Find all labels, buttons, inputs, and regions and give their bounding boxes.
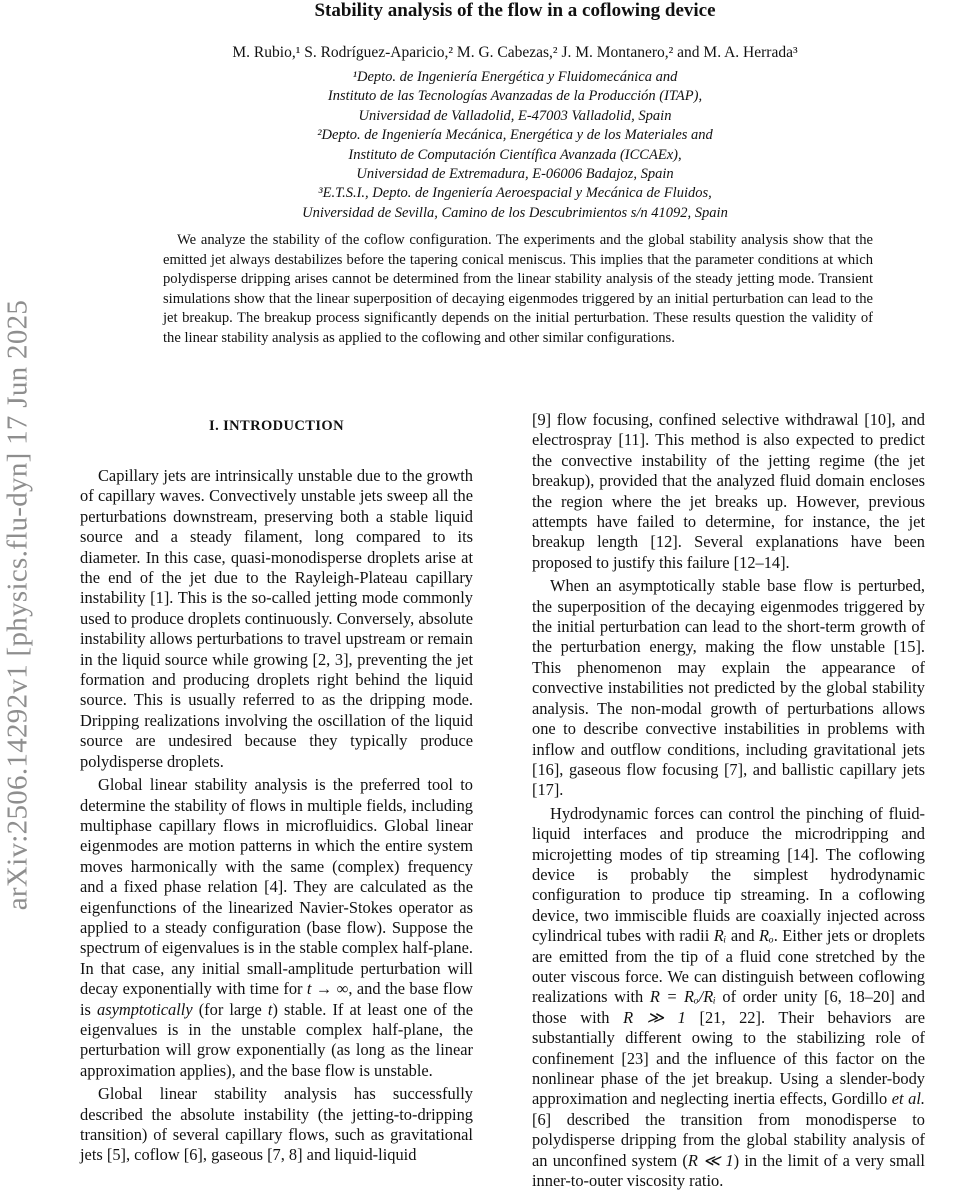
math-expression: R ≪ 1 — [687, 1150, 734, 1170]
text-run: Global linear stability analysis is the preferred tool to determine the stability of flows in multiple fields, including multiphase capillary flows in microfluidics. Global linear eigenmodes are motion patterns in which the entire system moves harmonically with the same (complex) frequency and a fixed phase relation [4]. They are calculated as the eigenfunctions of the linearized Navier-Stokes operator as applied to a steady configuration (base flow). Suppose the spectrum of eigenvalues is in the stable complex half-plane. In that case, any initial small-amplitude perturbation will decay exponentially with time for — [80, 775, 473, 999]
emphasis-text: asymptotically — [97, 999, 193, 1019]
text-run: . Either jets or droplets are emitted from the tip of a fluid cone stretched by the outer viscous force. We can distinguish between coflowing realizations with — [532, 926, 925, 1007]
text-run: [21, 22]. Their behaviors are substantially different owing to the stabilizing role of confinement [23] and the influence of this factor on the nonlinear phase of the jet breakup. Using a slender-body approximation and neglecting inertia effects, Gordillo — [532, 1007, 926, 1109]
paragraph — [80, 775, 473, 1081]
affiliation-line: Instituto de Computación Científica Avanzada (ICCAEx), — [348, 146, 682, 163]
text-run: Hydrodynamic forces can control the pinching of fluid-liquid interfaces and produce the microdripping and microjetting modes of tip streaming [14]. The coflowing device is probably the simplest hydrodynamic configuration to produce tip streaming. In a coflowing device, two immiscible fluids are coaxially injected across cylindrical tubes with radii — [532, 803, 925, 946]
text-run: ) in the limit of a very small inner-to-outer viscosity ratio. — [532, 1150, 925, 1191]
affiliation-line: Universidad de Sevilla, Camino de los Descubrimientos s/n 41092, Spain — [302, 204, 728, 221]
math-expression: R = Rₒ/Rᵢ — [649, 987, 716, 1007]
paragraph: [9] flow focusing, confined selective withdrawal [10], and electrospray [11]. This method is also expected to predict the convective instability of the jetting regime (the jet breakup), provided that the analyzed fluid domain encloses the region where the jet breaks up. However, previous attempts have failed to determine, for instance, the jet breakup length [12]. Several explanations have been proposed to justify this failure [12–14]. — [532, 410, 925, 572]
right-column — [532, 410, 925, 1194]
text-run: (for large — [192, 999, 268, 1019]
paragraph — [532, 804, 925, 1192]
math-variable: t — [306, 979, 312, 999]
text-run: of order unity [6, 18–20] and those with — [532, 987, 925, 1027]
affiliation-line: ²Depto. de Ingeniería Mecánica, Energética y de los Materiales and — [317, 127, 713, 144]
math-variable: t — [267, 999, 273, 1019]
math-expression: → ∞ — [311, 979, 349, 999]
text-run: , and the base flow is — [80, 979, 473, 1019]
left-column — [80, 412, 473, 1169]
affiliation-line: Instituto de las Tecnologías Avanzadas de la Producción (ITAP), — [327, 88, 703, 105]
text-run: ) stable. If at least one of the eigenvalues is in the unstable complex half-plane, the perturbation will grow exponentially (as long as the linear approximation applies), and the base flow is unstable. — [80, 999, 474, 1080]
section-heading-introduction: I. INTRODUCTION — [209, 418, 344, 434]
affiliation-line: Universidad de Extremadura, E-06006 Badajoz, Spain — [356, 166, 674, 183]
math-variable: Rₒ — [759, 926, 774, 946]
abstract: We analyze the stability of the coflow configuration. The experiments and the global stability analysis show that the emitted jet always destabilizes before the tapering conical meniscus. This implies that the parameter conditions at which polydisperse dripping arises cannot be determined from the linear stability analysis of the steady jetting mode. Transient simulations show that the linear superposition of decaying eigenmodes triggered by an initial perturbation can lead to the jet breakup. The breakup process significantly depends on the initial perturbation. These results question the validity of the linear stability analysis as applied to the coflowing and other similar configurations. — [163, 232, 873, 346]
arxiv-identifier-text: arXiv:2506.14292v1 [physics.flu-dyn] 17 Jun 2025 — [1, 299, 34, 911]
math-variable: Rᵢ — [713, 926, 727, 946]
text-run: and — [726, 926, 760, 946]
paper-title: Stability analysis of the flow in a coflowing device — [314, 0, 716, 21]
emphasis-text: et al. — [891, 1089, 925, 1109]
text-run: [6] described the transition from monodisperse to polydisperse dripping from the global stability analysis of an unconfined system ( — [532, 1109, 925, 1170]
paragraph: Capillary jets are intrinsically unstable due to the growth of capillary waves. Convectively unstable jets sweep all the perturbations downstream, preserving both a stable liquid source and a steady filament, long compared to its diameter. In this case, quasi-monodisperse droplets arise at the end of the jet due to the Rayleigh-Plateau capillary instability [1]. This is the so-called jetting mode commonly used to produce droplets continuously. Conversely, absolute instability allows perturbations to travel upstream or remain in the liquid source while growing [2, 3], preventing the jet formation and producing droplets right behind the liquid source. This is usually referred to as the dripping mode. Dripping realizations involving the oscillation of the liquid source are undesired because they typically produce polydisperse droplets. — [80, 466, 473, 771]
paragraph: Global linear stability analysis has successfully described the absolute instability (the jetting-to-dripping transition) of several capillary flows, such as gravitational jets [5], coflow [6], gaseous [7, 8] and liquid-liquid — [80, 1084, 473, 1165]
author-list: M. Rubio,¹ S. Rodríguez-Aparicio,² M. G. Cabezas,² J. M. Montanero,² and M. A. Herrada³ — [232, 44, 798, 61]
paragraph: When an asymptotically stable base flow is perturbed, the superposition of the decaying eigenmodes triggered by the initial perturbation can lead to the short-term growth of the perturbation energy, making the flow unstable [15]. This phenomenon may explain the appearance of convective instabilities not predicted by the global stability analysis. The non-modal growth of perturbations allows one to describe convective instabilities in problems with inflow and outflow conditions, including gravitational jets [16], gaseous flow focusing [7], and ballistic capillary jets [17]. — [532, 576, 925, 800]
affiliation-line: ³E.T.S.I., Depto. de Ingeniería Aeroespacial y Mecánica de Fluidos, — [318, 185, 712, 202]
math-expression: R ≫ 1 — [623, 1007, 686, 1027]
affiliation-line: ¹Depto. de Ingeniería Energética y Fluidomecánica and — [352, 69, 678, 85]
affiliations-block — [120, 68, 910, 223]
affiliation-line: Universidad de Valladolid, E-47003 Valladolid, Spain — [358, 107, 672, 124]
